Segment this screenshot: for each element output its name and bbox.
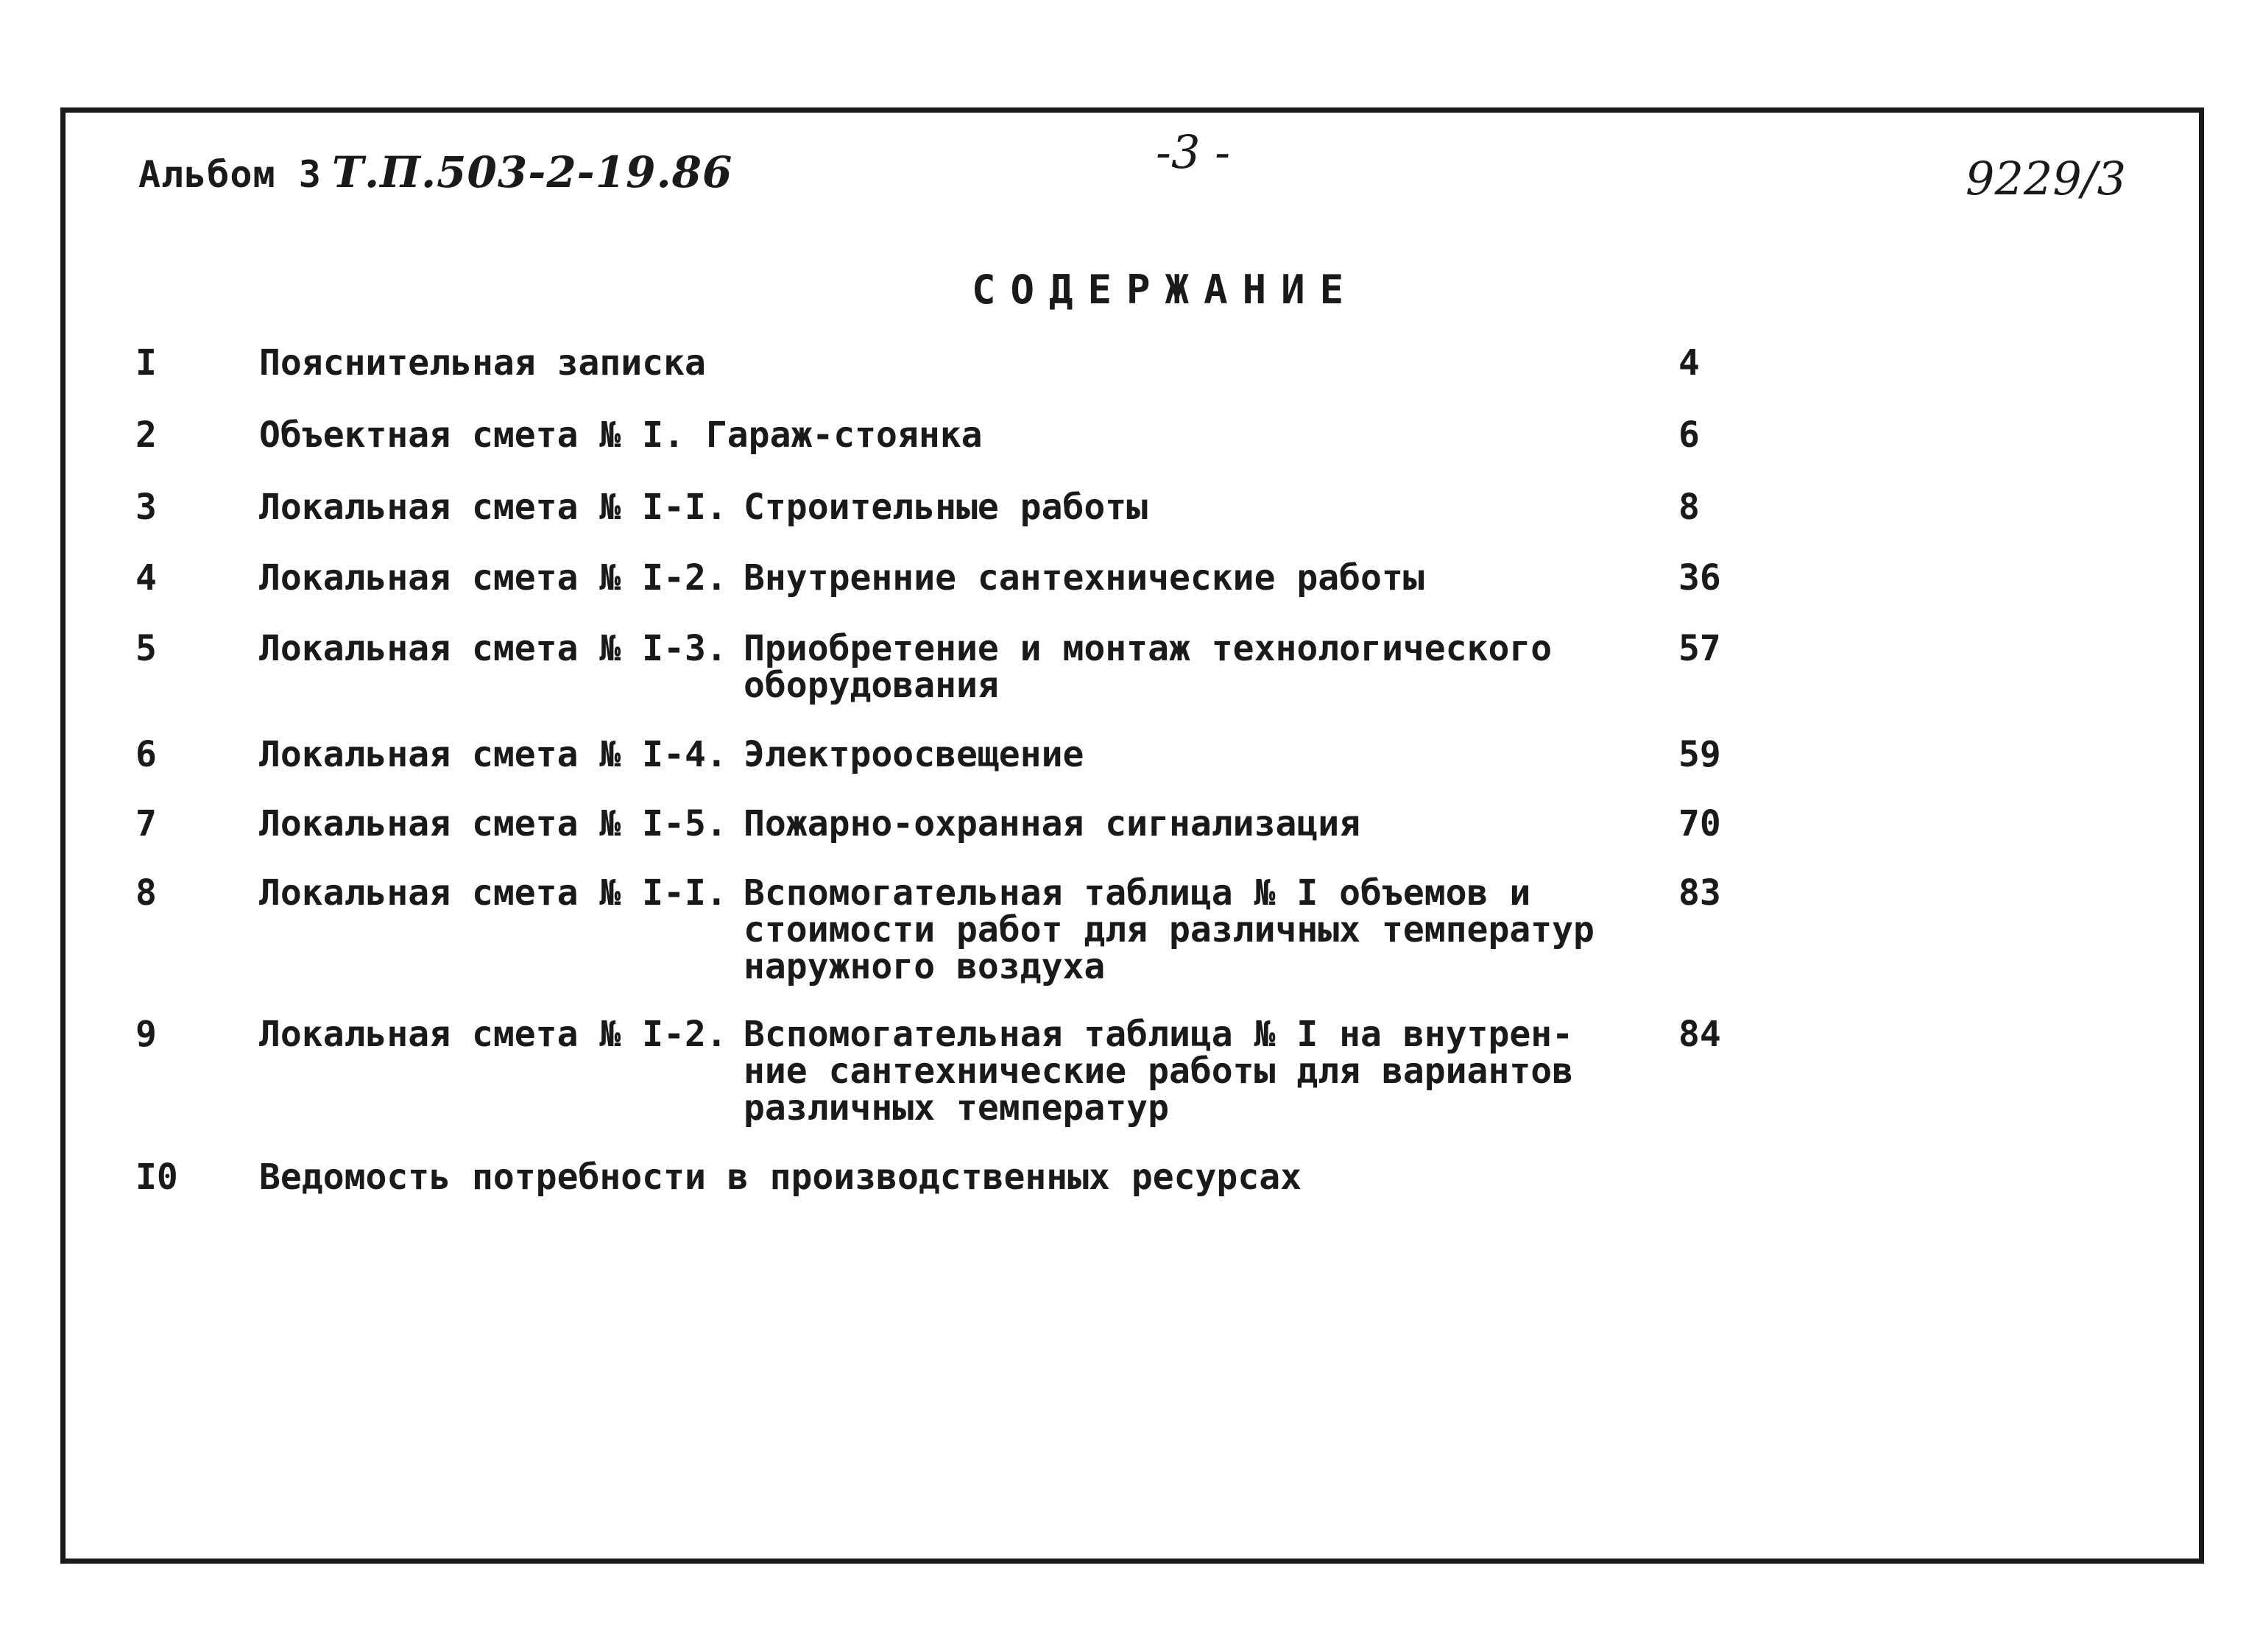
toc-number: 5 (135, 628, 157, 669)
toc-page: 36 (1678, 557, 1721, 599)
toc-page: 6 (1678, 414, 1700, 456)
toc-number: 9 (135, 1014, 157, 1055)
toc-prefix: Локальная смета № I-4. (259, 734, 727, 775)
toc-text: Приобретение и монтаж технологического оборудования (744, 628, 1553, 706)
toc-page: 8 (1678, 487, 1700, 528)
toc-text: Пожарно-охранная сигнализация (744, 803, 1361, 844)
doc-number: 9229/3 (1966, 152, 2127, 205)
toc-page: 70 (1678, 803, 1721, 844)
toc-page: 84 (1678, 1014, 1721, 1055)
toc-text: Пояснительная записка (259, 342, 706, 384)
page-title: СОДЕРЖАНИЕ (972, 266, 1359, 313)
toc-text: Объектная смета № I. Гараж-стоянка (259, 414, 983, 456)
toc-page: 57 (1678, 628, 1721, 669)
toc-prefix: Локальная смета № I-5. (259, 803, 727, 844)
toc-number: I0 (135, 1157, 178, 1198)
toc-prefix: Локальная смета № I-3. (259, 628, 727, 669)
album-header (138, 147, 732, 197)
toc-prefix: Локальная смета № I-2. (259, 1014, 727, 1055)
toc-text: Строительные работы (744, 487, 1148, 528)
toc-number: 7 (135, 803, 157, 844)
toc-text: Вспомогательная таблица № I объемов и стоимости работ для различных температур наружного воздуха (744, 872, 1595, 987)
page-number: -3 - (1156, 125, 1231, 179)
toc-number: 4 (135, 557, 157, 599)
toc-text: Вспомогательная таблица № I на внутрен- ние сантехнические работы для вариантов различных температур (744, 1014, 1574, 1129)
toc-number: 2 (135, 414, 157, 456)
toc-number: 6 (135, 734, 157, 775)
toc-page: 83 (1678, 872, 1721, 914)
toc-number: 3 (135, 487, 157, 528)
toc-text: Ведомость потребности в производственных ресурсах (259, 1157, 1302, 1198)
toc-text: Внутренние сантехнические работы (744, 557, 1424, 599)
project-code: Т.П.503-2-19.86 (331, 147, 733, 197)
toc-prefix: Локальная смета № I-I. (259, 872, 727, 914)
toc-page: 59 (1678, 734, 1721, 775)
album-label: Альбом 3 (138, 153, 322, 196)
toc-page: 4 (1678, 342, 1700, 384)
toc-number: 8 (135, 872, 157, 914)
toc-prefix: Локальная смета № I-I. (259, 487, 727, 528)
toc-text: Электроосвещение (744, 734, 1084, 775)
toc-number: I (135, 342, 157, 384)
toc-prefix: Локальная смета № I-2. (259, 557, 727, 599)
